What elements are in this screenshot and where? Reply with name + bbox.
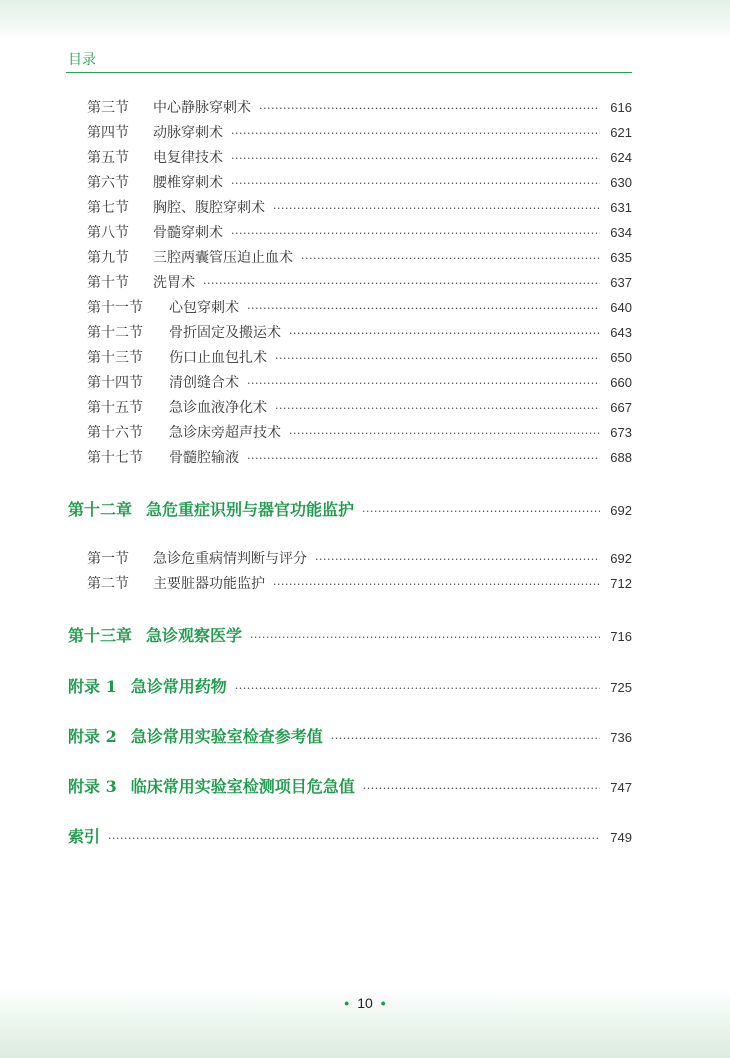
toc-dot-leader — [289, 427, 600, 440]
toc-entry-title: 伤口止血包扎术 — [169, 350, 267, 366]
toc-section-row[interactable] — [87, 322, 632, 344]
toc-entry-page: 637 — [610, 275, 632, 290]
toc-entry-title: 主要脏器功能监护 — [153, 576, 265, 592]
page-number: 10 — [357, 995, 373, 1011]
toc-entry-title: 三腔两囊管压迫止血术 — [153, 250, 293, 266]
toc-section-row[interactable] — [87, 122, 632, 144]
toc-entry-title: 急诊观察医学 — [146, 626, 243, 645]
toc-entry-page: 688 — [610, 450, 632, 465]
toc-entry-page: 716 — [610, 629, 632, 644]
toc-entry-number: 第十六节 — [87, 425, 143, 441]
toc-entry-number: 第十三节 — [87, 350, 143, 366]
header-divider — [66, 72, 632, 73]
toc-entry-number: 第八节 — [87, 225, 129, 241]
toc-dot-leader — [259, 102, 600, 115]
toc-dot-leader — [231, 152, 600, 165]
toc-dot-leader — [301, 252, 600, 265]
toc-dot-leader — [250, 631, 600, 644]
toc-dot-leader — [363, 782, 600, 795]
toc-chapter-row[interactable] — [68, 724, 632, 748]
toc-entry-title: 中心静脉穿刺术 — [153, 100, 251, 116]
toc-entry-number: 第六节 — [87, 175, 129, 191]
toc-dot-leader — [108, 832, 600, 845]
toc-entry-page: 725 — [610, 680, 632, 695]
toc-entry-title: 急诊常用实验室检查参考值 — [130, 727, 323, 746]
toc-entry-page: 631 — [610, 200, 632, 215]
toc-entry-page: 660 — [610, 375, 632, 390]
toc-entry-number: 附录 2 — [68, 727, 117, 746]
toc-entry-title: 急诊血液净化术 — [169, 400, 267, 416]
toc-section-row[interactable] — [87, 97, 632, 119]
toc-entry-title: 腰椎穿刺术 — [153, 175, 223, 191]
toc-entry-number: 第四节 — [87, 125, 129, 141]
toc-entry-number: 第七节 — [87, 200, 129, 216]
toc-chapter-row[interactable] — [68, 674, 632, 698]
toc-entry-title: 洗胃术 — [153, 275, 195, 291]
toc-dot-leader — [362, 505, 600, 518]
toc-entry-title: 电复律技术 — [153, 150, 223, 166]
top-gradient-band — [0, 0, 730, 40]
toc-dot-leader — [273, 578, 600, 591]
toc-entry-number: 第一节 — [87, 551, 129, 567]
toc-entry-number: 第十三章 — [68, 626, 133, 645]
toc-entry-page: 635 — [610, 250, 632, 265]
toc-section-row[interactable] — [87, 247, 632, 269]
toc-entry-number: 第二节 — [87, 576, 129, 592]
toc-entry-number: 第十四节 — [87, 375, 143, 391]
toc-entry-number: 附录 1 — [68, 677, 117, 696]
toc-dot-leader — [275, 402, 600, 415]
toc-section-row[interactable] — [87, 573, 632, 595]
toc-entry-number: 第十一节 — [87, 300, 143, 316]
toc-entry-title: 骨髓腔输液 — [169, 450, 239, 466]
toc-entry-number: 第十二节 — [87, 325, 143, 341]
toc-entry-number: 第十二章 — [68, 500, 133, 519]
toc-entry-page: 634 — [610, 225, 632, 240]
toc-entry-title: 心包穿刺术 — [169, 300, 239, 316]
toc-entry-title: 急诊床旁超声技术 — [169, 425, 281, 441]
toc-section-row[interactable] — [87, 548, 632, 570]
toc-dot-leader — [273, 202, 600, 215]
toc-section-row[interactable] — [87, 222, 632, 244]
toc-entry-title: 索引 — [68, 827, 101, 846]
toc-entry-number: 第五节 — [87, 150, 129, 166]
toc-entry-title: 骨折固定及搬运术 — [169, 325, 281, 341]
toc-section-row[interactable] — [87, 297, 632, 319]
toc-entry-title: 动脉穿刺术 — [153, 125, 223, 141]
page-header-title: 目录 — [68, 52, 96, 68]
toc-entry-title: 清创缝合术 — [169, 375, 239, 391]
toc-chapter-row[interactable] — [68, 497, 632, 521]
toc-entry-page: 692 — [610, 551, 632, 566]
toc-dot-leader — [247, 377, 600, 390]
toc-entry-number: 附录 3 — [68, 777, 117, 796]
toc-section-row[interactable] — [87, 347, 632, 369]
toc-section-row[interactable] — [87, 447, 632, 469]
toc-entry-title: 骨髓穿刺术 — [153, 225, 223, 241]
toc-entry-page: 747 — [610, 780, 632, 795]
toc-dot-leader — [247, 302, 600, 315]
toc-dot-leader — [231, 227, 600, 240]
toc-chapter-row[interactable] — [68, 774, 632, 798]
toc-entry-number: 第十五节 — [87, 400, 143, 416]
toc-entry-page: 673 — [610, 425, 632, 440]
toc-dot-leader — [315, 553, 600, 566]
toc-entry-title: 急危重症识别与器官功能监护 — [146, 500, 355, 519]
toc-section-row[interactable] — [87, 172, 632, 194]
toc-dot-leader — [247, 452, 600, 465]
toc-entry-page: 640 — [610, 300, 632, 315]
toc-chapter-row[interactable] — [68, 623, 632, 647]
toc-entry-title: 急诊常用药物 — [130, 677, 227, 696]
toc-entry-page: 624 — [610, 150, 632, 165]
toc-dot-leader — [235, 682, 600, 695]
toc-entry-number: 第十节 — [87, 275, 129, 291]
toc-section-row[interactable] — [87, 397, 632, 419]
footer-dot-left: • — [344, 995, 350, 1011]
footer-dot-right: • — [380, 995, 386, 1011]
toc-chapter-row[interactable] — [68, 824, 632, 848]
toc-entry-title: 急诊危重病情判断与评分 — [153, 551, 307, 567]
toc-section-row[interactable] — [87, 372, 632, 394]
toc-entry-title: 临床常用实验室检测项目危急值 — [130, 777, 355, 796]
toc-entry-number: 第九节 — [87, 250, 129, 266]
toc-entry-page: 749 — [610, 830, 632, 845]
toc-dot-leader — [331, 732, 600, 745]
toc-entry-page: 630 — [610, 175, 632, 190]
toc-entry-page: 736 — [610, 730, 632, 745]
toc-dot-leader — [203, 277, 600, 290]
toc-entry-page: 621 — [610, 125, 632, 140]
toc-dot-leader — [231, 127, 600, 140]
toc-entry-page: 650 — [610, 350, 632, 365]
toc-entry-page: 712 — [610, 576, 632, 591]
toc-section-row[interactable] — [87, 197, 632, 219]
toc-section-row[interactable] — [87, 272, 632, 294]
toc-dot-leader — [275, 352, 600, 365]
toc-entry-page: 616 — [610, 100, 632, 115]
toc-entry-page: 692 — [610, 503, 632, 518]
toc-section-row[interactable] — [87, 422, 632, 444]
toc-dot-leader — [231, 177, 600, 190]
toc-entry-page: 643 — [610, 325, 632, 340]
toc-dot-leader — [289, 327, 600, 340]
toc-entry-page: 667 — [610, 400, 632, 415]
toc-entry-number: 第三节 — [87, 100, 129, 116]
toc-entry-number: 第十七节 — [87, 450, 143, 466]
page-footer — [0, 995, 730, 1011]
toc-entry-title: 胸腔、腹腔穿刺术 — [153, 200, 265, 216]
toc-section-row[interactable] — [87, 147, 632, 169]
